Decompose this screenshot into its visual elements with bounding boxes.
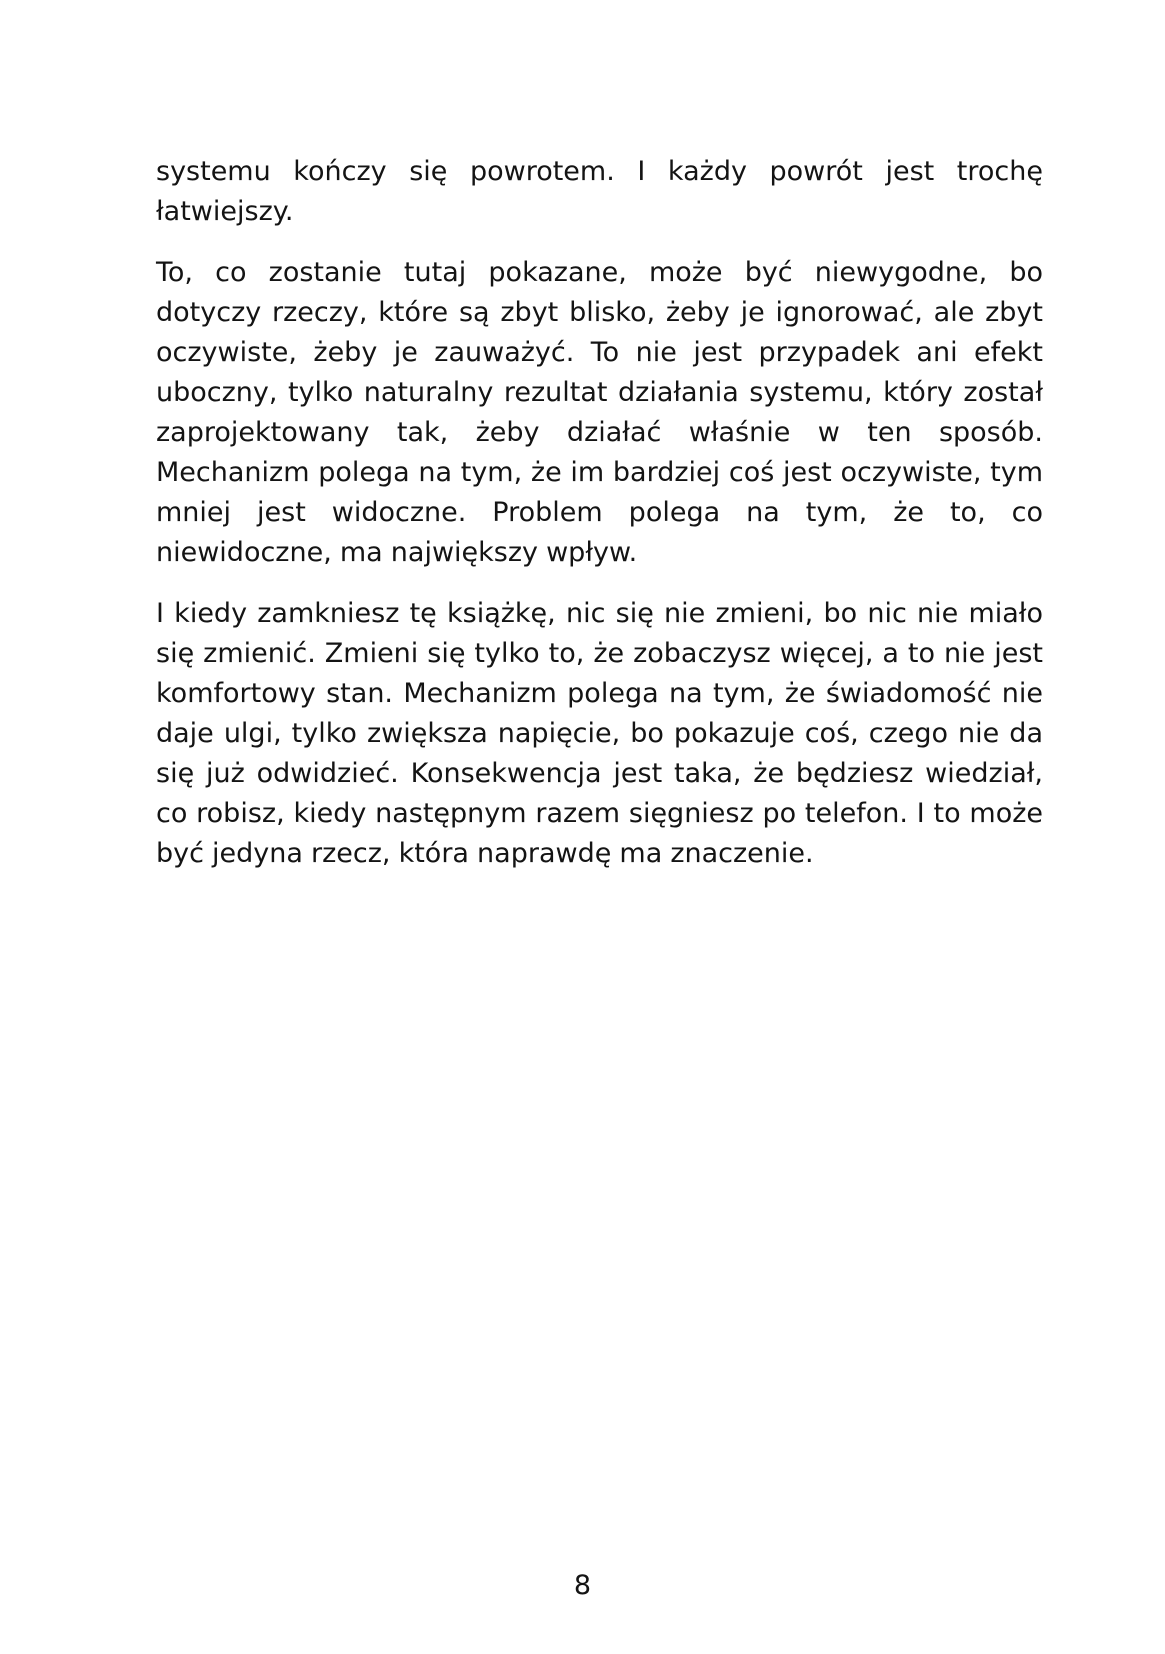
paragraph-3: I kiedy zamkniesz tę książkę, nic się nie zmieni, bo nic nie miało się zmienić. Zmieni się tylko to, że zobaczysz więcej, a to nie jest komfortowy stan. Mechanizm polega na tym, że świadomość nie daje ulgi, tylko zwiększa napięcie, bo pokazuje coś, czego nie da się już odwidzieć. Konsekwencja jest taka, że będziesz wiedział, co robisz, kiedy następnym razem sięgniesz po telefon. I to może być jedyna rzecz, która naprawdę ma znaczenie. — [156, 598, 1043, 869]
page-number: 8 — [573, 1570, 592, 1601]
paragraph-2: To, co zostanie tutaj pokazane, może być niewygodne, bo dotyczy rzeczy, które są zbyt blisko, żeby je ignorować, ale zbyt oczywiste, żeby je zauważyć. To nie jest przypadek ani efekt uboczny, tylko naturalny rezultat działania systemu, który został zaprojektowany tak, żeby działać właśnie w ten sposób. Mechanizm polega na tym, że im bardziej coś jest oczywiste, tym mniej jest widoczne. Problem polega na tym, że to, co niewidoczne, ma największy wpływ. — [156, 257, 1043, 568]
body-text — [156, 152, 1043, 895]
paragraph-1: systemu kończy się powrotem. I każdy powrót jest trochę łatwiejszy. — [156, 156, 1043, 227]
